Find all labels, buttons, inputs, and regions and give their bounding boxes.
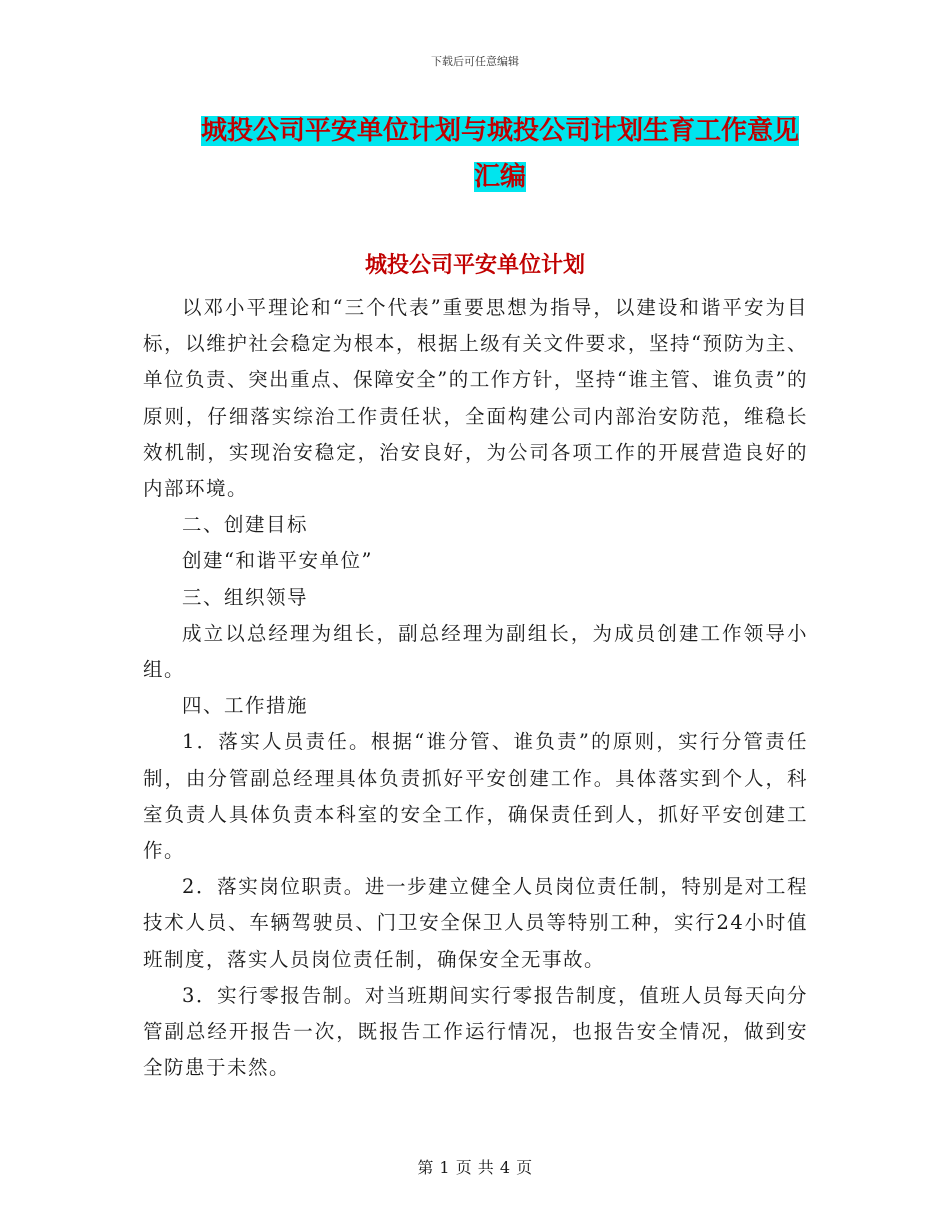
paragraph-measure-3: 3．实行零报告制。对当班期间实行零报告制度，值班人员每天向分管副总经开报告一次，既报告工作运行情况，也报告安全情况，做到安全防患于未然。 bbox=[143, 983, 808, 1080]
paragraph-intro: 以邓小平理论和“三个代表”重要思想为指导，以建设和谐平安为目标，以维护社会稳定为根本，根据上级有关文件要求，坚持“预防为主、单位负责、突出重点、保障安全”的工作方针，坚持“谁主管、谁负责”的原则，仔细落实综治工作责任状，全面构建公司内部治安防范，维稳长效机制，实现治安稳定，治安良好，为公司各项工作的开展营造良好的内部环境。 bbox=[143, 296, 808, 501]
document-body bbox=[143, 290, 808, 1086]
paragraph-leadership: 成立以总经理为组长，副总经理为副组长，为成员创建工作领导小组。 bbox=[143, 621, 808, 682]
page-header-note: 下载后可任意编辑 bbox=[431, 55, 519, 68]
paragraph-measure-1: 1．落实人员责任。根据“谁分管、谁负责”的原则，实行分管责任制，由分管副总经理具体负责抓好平安创建工作。具体落实到个人，科室负责人具体负责本科室的安全工作，确保责任到人，抓好平安创建工作。 bbox=[143, 730, 808, 863]
heading-measures: 四、工作措施 bbox=[182, 694, 309, 718]
page-number-footer: 第 1 页 共 4 页 bbox=[417, 1158, 533, 1177]
heading-leadership: 三、组织领导 bbox=[182, 585, 309, 609]
section-title: 城投公司平安单位计划 bbox=[364, 252, 585, 278]
document-title-text: 城投公司平安单位计划与城投公司计划生育工作意见汇编 bbox=[200, 116, 799, 192]
paragraph-measure-2: 2．落实岗位职责。进一步建立健全人员岗位责任制，特别是对工程技术人员、车辆驾驶员、门卫安全保卫人员等特别工种，实行24小时值班制度，落实人员岗位责任制，确保安全无事故。 bbox=[143, 875, 808, 971]
heading-goal: 二、创建目标 bbox=[182, 513, 309, 537]
document-title bbox=[190, 108, 810, 200]
paragraph-goal: 创建“和谐平安单位” bbox=[182, 549, 373, 573]
